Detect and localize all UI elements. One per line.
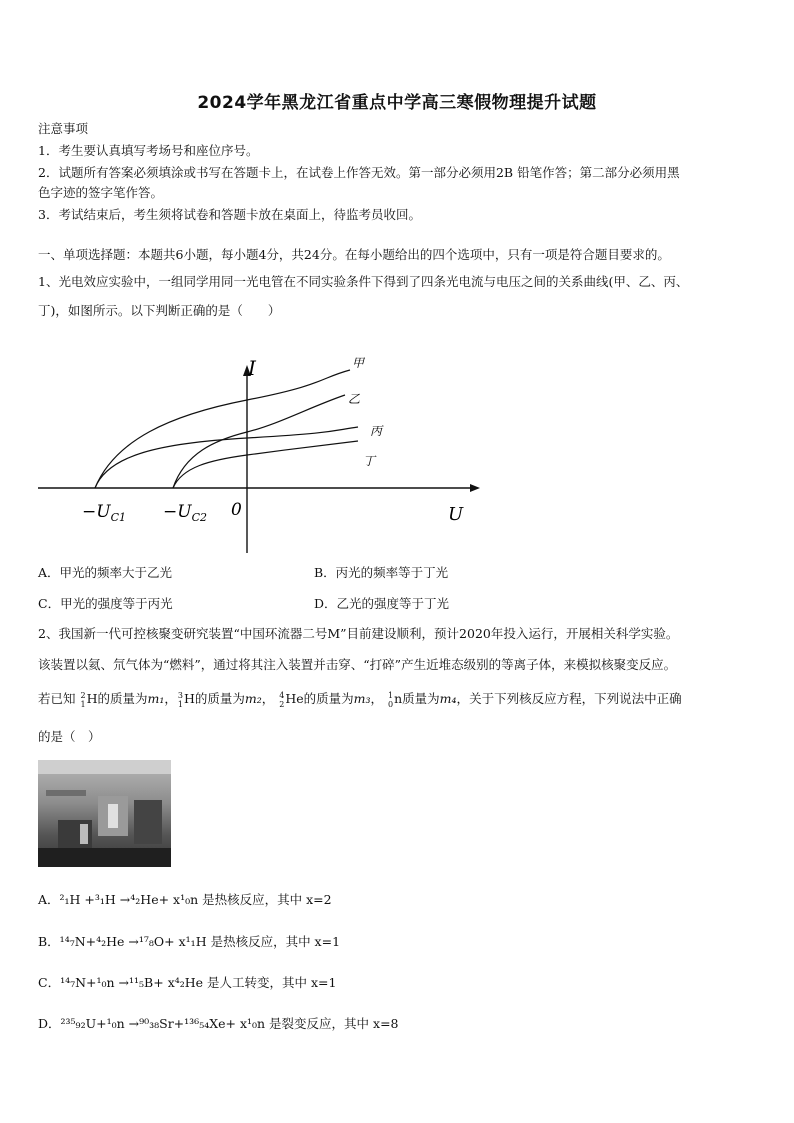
tick-uc2: $-U_{C2}$: [163, 502, 207, 524]
q2-option-d[interactable]: D．²³⁵₉₂U+¹₀n →⁹⁰₃₈Sr+¹³⁶₅₄Xe+ x¹₀n 是裂变反应，其中 x=8: [38, 1016, 399, 1031]
tokamak-photo: [38, 760, 171, 867]
curve-jia: [95, 370, 350, 488]
curve-bing: [95, 427, 358, 488]
x-axis-label: U: [448, 504, 464, 525]
label-ding: 丁: [363, 454, 376, 468]
notice-heading: 注意事项: [38, 121, 89, 136]
notice-item-1: 1．考生要认真填写考场号和座位序号。: [38, 143, 259, 158]
curve-ding: [173, 441, 358, 488]
notice-item-3: 3．考试结束后，考生须将试卷和答题卡放在桌面上，待监考员收回。: [38, 207, 421, 222]
section-heading: 一、单项选择题：本题共6小题，每小题4分，共24分。在每小题给出的四个选项中，只有一项是符合题目要求的。: [38, 247, 670, 262]
q1-option-a[interactable]: A．甲光的频率大于乙光: [38, 565, 173, 580]
q1-option-b[interactable]: B．丙光的频率等于丁光: [314, 565, 449, 580]
q2-stem-1: 2、我国新一代可控核聚变研究装置“中国环流器二号M”目前建设顺利，预计2020年投入运行，开展相关科学实验。: [38, 626, 679, 641]
q2-option-a[interactable]: A．²₁H +³₁H →⁴₂He+ x¹₀n 是热核反应，其中 x=2: [38, 892, 332, 907]
x-axis-arrow: [470, 484, 480, 492]
q2-stem-2: 该装置以氦、氘气体为“燃料”，通过将其注入装置并击穿、“打碎”产生近堆态级别的等离子体，来模拟核聚变反应。: [38, 657, 677, 672]
notice-item-2-cont: 色字迹的签字笔作答。: [38, 185, 164, 200]
q2-stem-3: 若已知 2 1 H的质量为m₁， 3 1 H的质量为m₂， 4 2 He的质量为m₃， 1 0 n质量为m₄，关于下列核反应方程，下列说法中正确: [38, 690, 682, 709]
q2-option-b[interactable]: B．¹⁴₇N+⁴₂He →¹⁷₈O+ x¹₁H 是热核反应，其中 x=1: [38, 934, 341, 949]
q1-stem-2: 丁)，如图所示。以下判断正确的是（ ）: [38, 303, 281, 318]
page-title: 2024学年黑龙江省重点中学高三寒假物理提升试题: [197, 93, 597, 113]
iso-he4: 4 2: [279, 690, 285, 709]
y-axis-label: I: [248, 356, 256, 380]
iu-graph: [30, 345, 500, 560]
q1-option-d[interactable]: D．乙光的强度等于丁光: [314, 596, 450, 611]
iso-n1: 1 0: [388, 690, 394, 709]
notice-item-2: 2．试题所有答案必须填涂或书写在答题卡上，在试卷上作答无效。第一部分必须用2B 铅笔作答；第二部分必须用黑: [38, 165, 680, 180]
iso-h2-1: 2 1: [80, 690, 86, 709]
origin-label: 0: [231, 500, 242, 520]
iso-h3: 3 1: [177, 690, 183, 709]
q2-stem-4: 的是（ ）: [38, 729, 101, 744]
q1-stem-1: 1、光电效应实验中，一组同学用同一光电管在不同实验条件下得到了四条光电流与电压之间的关系曲线(甲、乙、丙、: [38, 274, 689, 289]
label-bing: 丙: [370, 424, 383, 438]
q1-option-c[interactable]: C．甲光的强度等于丙光: [38, 596, 173, 611]
label-yi: 乙: [348, 392, 361, 406]
label-jia: 甲: [352, 356, 365, 370]
tick-uc1: $-U_{C1}$: [82, 502, 126, 524]
q2-option-c[interactable]: C．¹⁴₇N+¹₀n →¹¹₅B+ x⁴₂He 是人工转变，其中 x=1: [38, 975, 337, 990]
